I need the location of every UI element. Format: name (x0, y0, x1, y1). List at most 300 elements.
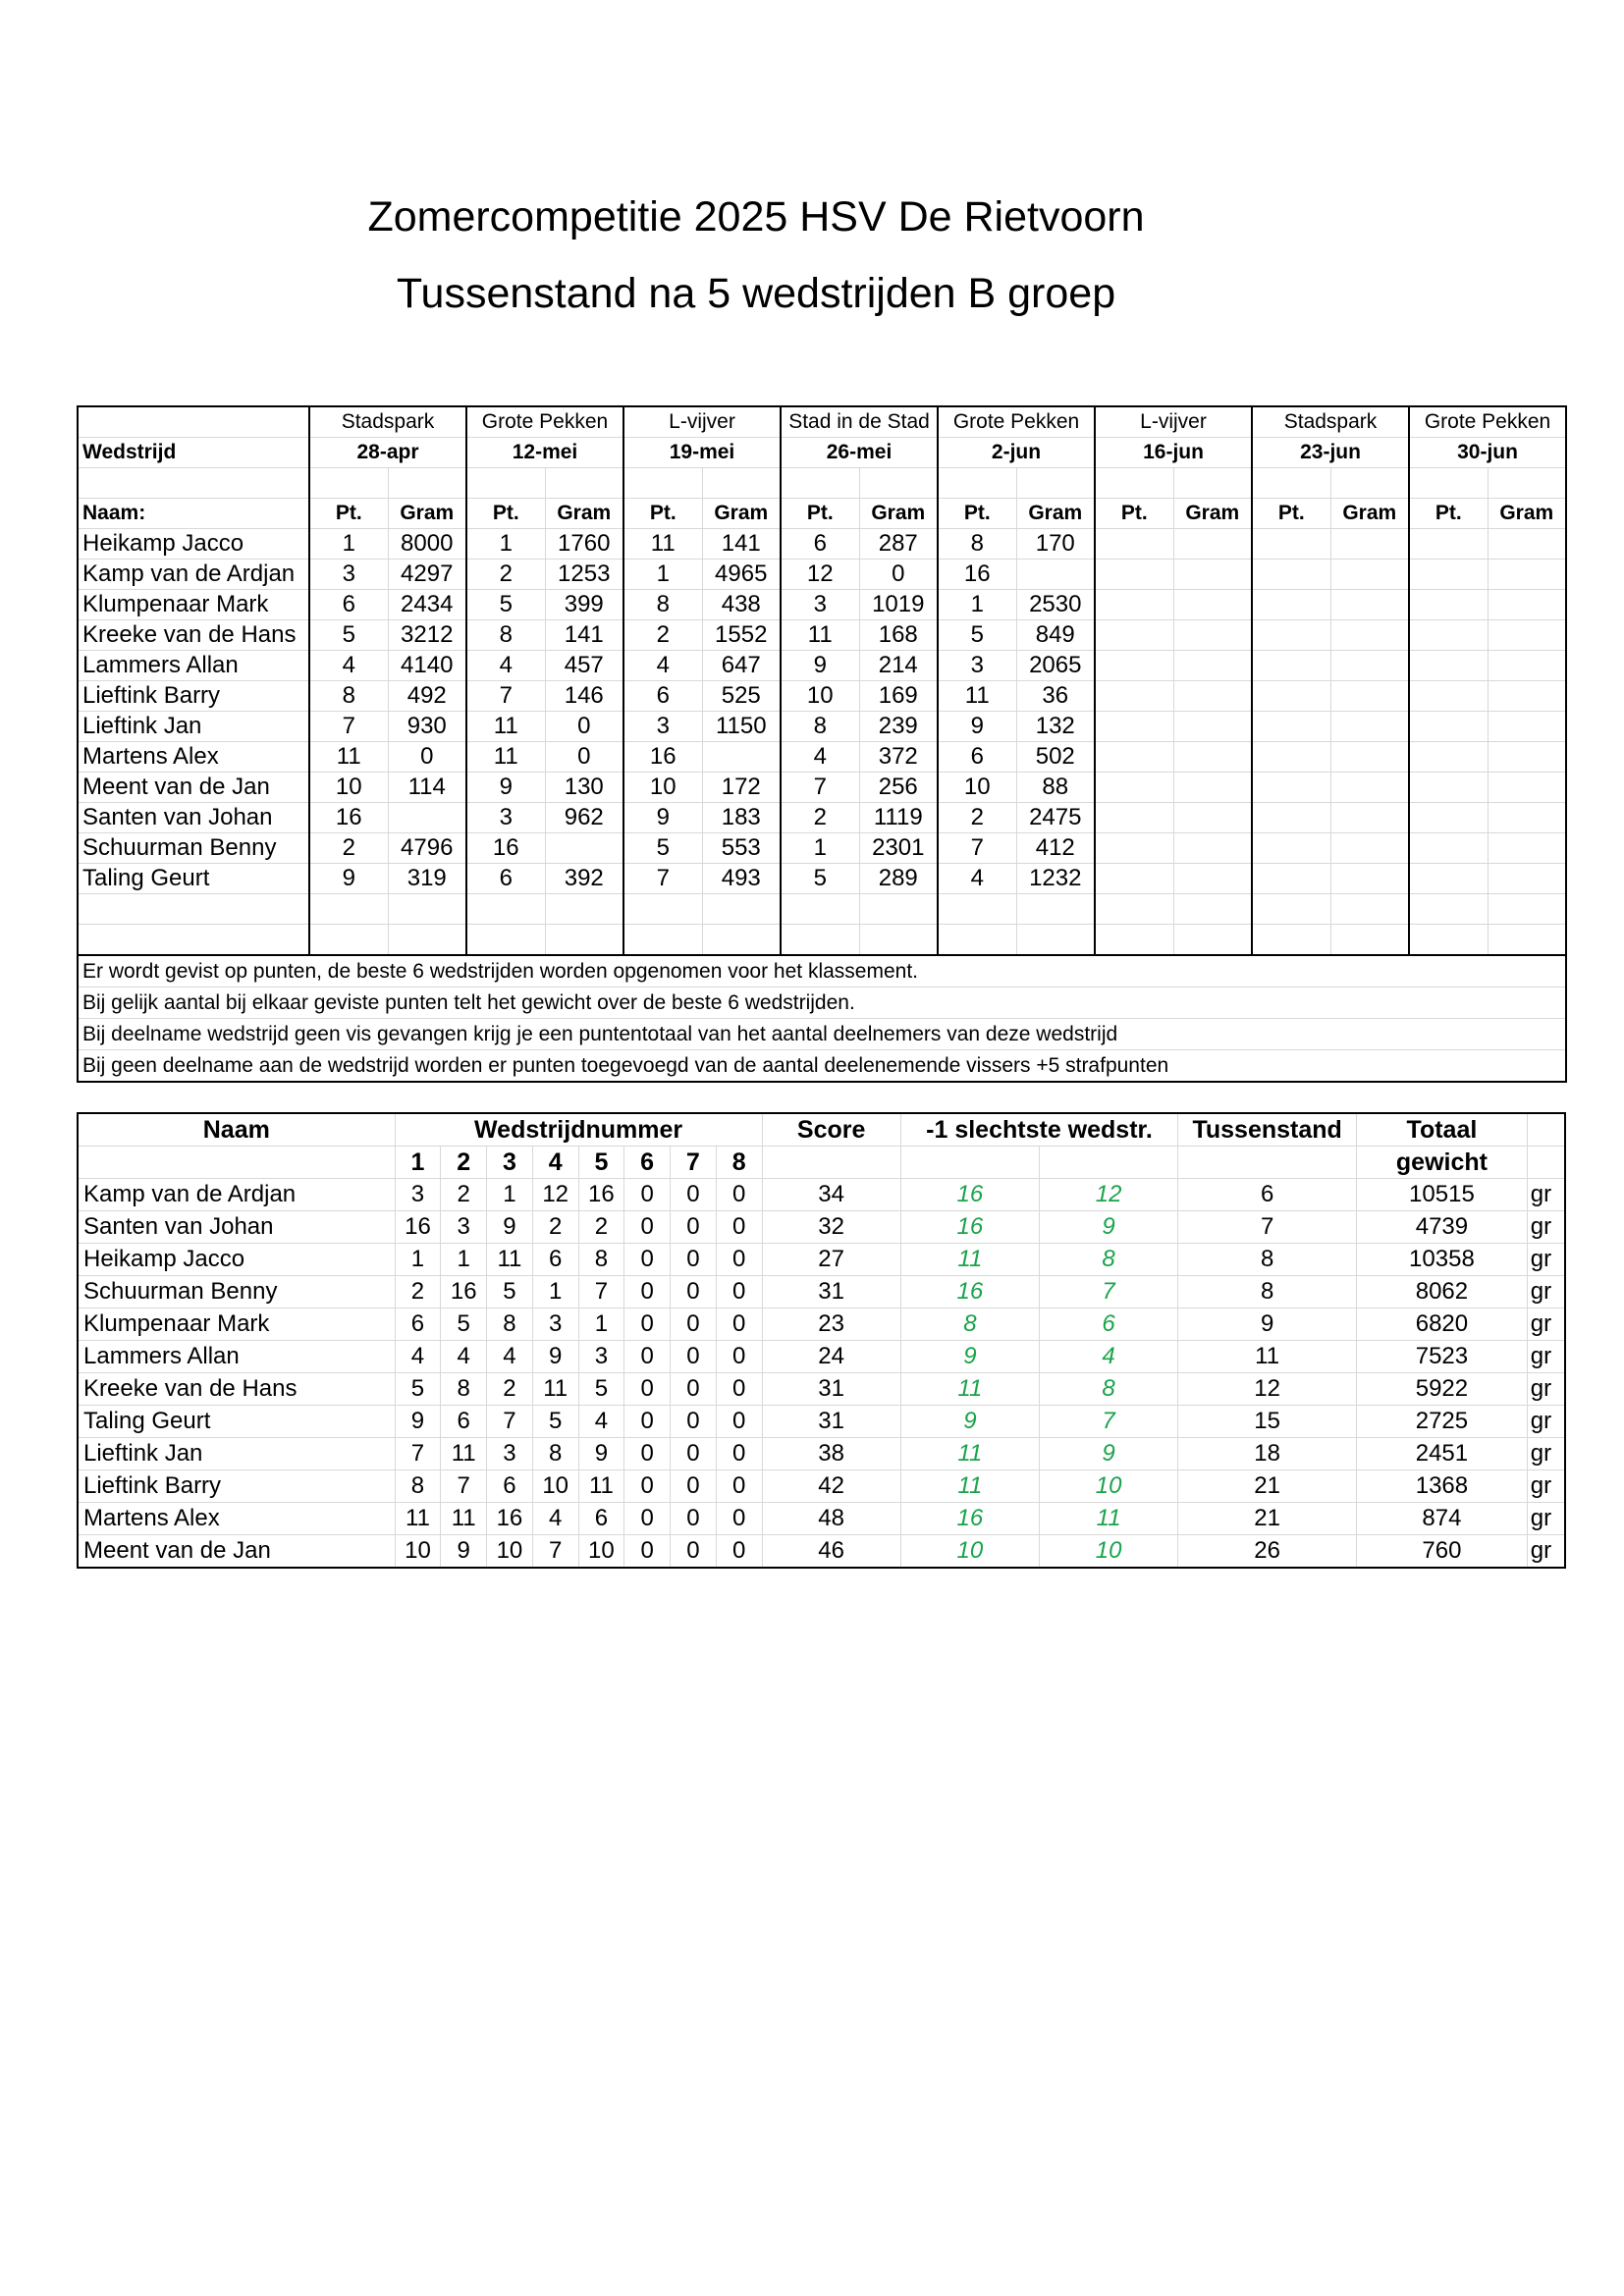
match-points: 8 (395, 1470, 441, 1503)
table-row (78, 1308, 1565, 1341)
match-venue: Grote Pekken (938, 406, 1095, 438)
blank-cell (309, 468, 388, 499)
note-text: Er wordt gevist op punten, de beste 6 wedstrijden worden opgenomen voor het klassement. (78, 955, 1566, 988)
worst-match-1: 11 (900, 1470, 1039, 1503)
match-points: 7 (532, 1535, 578, 1569)
points-cell: 4 (781, 742, 859, 773)
blank-cell (1095, 468, 1173, 499)
match-number-header: 6 (624, 1147, 671, 1179)
blank-cell (1173, 925, 1252, 956)
points-cell: 5 (623, 833, 702, 864)
gram-cell (1330, 864, 1409, 894)
blank-cell (623, 468, 702, 499)
blank-cell (859, 925, 938, 956)
worst-match-2: 11 (1039, 1503, 1177, 1535)
match-points: 0 (671, 1373, 717, 1406)
match-points: 0 (624, 1438, 671, 1470)
tussenstand-cell: 6 (1178, 1179, 1357, 1211)
match-points: 5 (532, 1406, 578, 1438)
score-cell: 23 (762, 1308, 900, 1341)
gram-cell: 0 (545, 742, 623, 773)
gram-cell: 1019 (859, 590, 938, 620)
blank-cell (1039, 1147, 1177, 1179)
gram-cell (702, 742, 781, 773)
blank-cell (1488, 925, 1566, 956)
tussenstand-cell: 26 (1178, 1535, 1357, 1569)
table-row (78, 1341, 1565, 1373)
gram-cell: 1760 (545, 529, 623, 560)
worst-match-2: 12 (1039, 1179, 1177, 1211)
header-row (78, 1113, 1565, 1147)
points-cell: 7 (623, 864, 702, 894)
match-points: 6 (441, 1406, 487, 1438)
table-row (78, 1470, 1565, 1503)
table-row (78, 864, 1566, 894)
blank-cell (388, 468, 466, 499)
note-text: Bij gelijk aantal bij elkaar geviste punten telt het gewicht over de beste 6 wedstrijden. (78, 988, 1566, 1019)
gram-cell: 525 (702, 681, 781, 712)
match-points: 9 (487, 1211, 533, 1244)
gram-cell: 372 (859, 742, 938, 773)
gram-cell (1330, 833, 1409, 864)
gram-cell (1488, 742, 1566, 773)
score-cell: 32 (762, 1211, 900, 1244)
match-points: 0 (624, 1503, 671, 1535)
points-cell: 8 (623, 590, 702, 620)
gram-cell: 1232 (1016, 864, 1095, 894)
blank-cell (545, 894, 623, 925)
points-cell: 7 (466, 681, 545, 712)
blank-cell (388, 925, 466, 956)
gram-cell: 492 (388, 681, 466, 712)
pt-header: Pt. (938, 499, 1016, 529)
gram-cell (1488, 651, 1566, 681)
gram-cell (1173, 773, 1252, 803)
gram-cell: 256 (859, 773, 938, 803)
gram-header: Gram (702, 499, 781, 529)
match-points: 8 (578, 1244, 624, 1276)
angler-name: Martens Alex (78, 742, 309, 773)
blank-cell (1016, 925, 1095, 956)
points-cell (1409, 742, 1488, 773)
gram-cell: 168 (859, 620, 938, 651)
blank-cell (781, 925, 859, 956)
match-points: 8 (487, 1308, 533, 1341)
angler-name: Kamp van de Ardjan (78, 1179, 395, 1211)
unit-label: gr (1527, 1438, 1565, 1470)
match-points: 2 (578, 1211, 624, 1244)
points-cell: 2 (466, 560, 545, 590)
match-date: 2-jun (938, 438, 1095, 468)
match-points: 0 (671, 1179, 717, 1211)
tussenstand-cell: 15 (1178, 1406, 1357, 1438)
match-points: 7 (395, 1438, 441, 1470)
score-cell: 42 (762, 1470, 900, 1503)
gram-cell: 493 (702, 864, 781, 894)
gram-cell (1173, 803, 1252, 833)
total-weight: 10358 (1357, 1244, 1528, 1276)
blank-cell (1409, 925, 1488, 956)
match-points: 16 (487, 1503, 533, 1535)
blank-cell (545, 468, 623, 499)
gram-header: Gram (1173, 499, 1252, 529)
blank-cell (1409, 468, 1488, 499)
angler-name: Schuurman Benny (78, 833, 309, 864)
gram-cell: 132 (1016, 712, 1095, 742)
total-weight: 760 (1357, 1535, 1528, 1569)
angler-name: Martens Alex (78, 1503, 395, 1535)
blank-cell (1173, 468, 1252, 499)
points-cell: 4 (623, 651, 702, 681)
match-number-header: 7 (671, 1147, 717, 1179)
match-points: 0 (624, 1276, 671, 1308)
match-number-header: 8 (716, 1147, 762, 1179)
worst-match-2: 8 (1039, 1373, 1177, 1406)
gram-cell: 114 (388, 773, 466, 803)
points-cell (1095, 560, 1173, 590)
total-weight: 874 (1357, 1503, 1528, 1535)
total-weight: 10515 (1357, 1179, 1528, 1211)
points-cell (1095, 803, 1173, 833)
points-cell (1095, 651, 1173, 681)
worst-match-1: 11 (900, 1438, 1039, 1470)
gram-cell: 169 (859, 681, 938, 712)
match-points: 11 (395, 1503, 441, 1535)
match-points: 1 (395, 1244, 441, 1276)
match-points: 10 (532, 1470, 578, 1503)
table-row (78, 773, 1566, 803)
date-row (78, 438, 1566, 468)
worst-match-1: 16 (900, 1211, 1039, 1244)
angler-name: Lammers Allan (78, 651, 309, 681)
gram-cell: 172 (702, 773, 781, 803)
blank-cell (466, 468, 545, 499)
header-row (78, 1147, 1565, 1179)
table-row (78, 1244, 1565, 1276)
tussenstand-cell: 8 (1178, 1276, 1357, 1308)
match-points: 0 (624, 1535, 671, 1569)
gram-cell (1488, 590, 1566, 620)
gram-cell: 849 (1016, 620, 1095, 651)
match-points: 0 (716, 1276, 762, 1308)
gram-header: Gram (1016, 499, 1095, 529)
match-points: 8 (441, 1373, 487, 1406)
table-row (78, 803, 1566, 833)
page-title: Zomercompetitie 2025 HSV De Rietvoorn (367, 193, 1145, 240)
match-points: 2 (532, 1211, 578, 1244)
points-cell (1252, 773, 1330, 803)
points-cell: 5 (938, 620, 1016, 651)
gram-cell: 647 (702, 651, 781, 681)
worst-match-2: 9 (1039, 1211, 1177, 1244)
table-row (78, 742, 1566, 773)
gram-cell (1488, 864, 1566, 894)
points-cell (1252, 833, 1330, 864)
points-cell: 8 (938, 529, 1016, 560)
worst-match-1: 8 (900, 1308, 1039, 1341)
match-points: 16 (395, 1211, 441, 1244)
points-cell: 2 (623, 620, 702, 651)
table-row (78, 529, 1566, 560)
worst-match-2: 10 (1039, 1470, 1177, 1503)
gram-cell: 502 (1016, 742, 1095, 773)
points-cell: 12 (781, 560, 859, 590)
gram-cell (1173, 742, 1252, 773)
match-points: 0 (716, 1373, 762, 1406)
match-points: 0 (671, 1276, 717, 1308)
match-points: 7 (487, 1406, 533, 1438)
points-cell: 16 (623, 742, 702, 773)
table-row (78, 1535, 1565, 1569)
points-cell (1252, 560, 1330, 590)
match-points: 6 (578, 1503, 624, 1535)
points-cell: 11 (781, 620, 859, 651)
points-cell (1409, 529, 1488, 560)
gram-cell: 170 (1016, 529, 1095, 560)
points-cell: 3 (938, 651, 1016, 681)
unit-label: gr (1527, 1179, 1565, 1211)
match-points: 0 (671, 1308, 717, 1341)
blank-cell (938, 925, 1016, 956)
match-points: 2 (395, 1276, 441, 1308)
gram-cell: 4140 (388, 651, 466, 681)
match-number-header: 4 (532, 1147, 578, 1179)
points-cell: 2 (309, 833, 388, 864)
blank-cell (623, 894, 702, 925)
blank-cell (702, 894, 781, 925)
blank-cell (1252, 894, 1330, 925)
pt-header: Pt. (1409, 499, 1488, 529)
gram-cell: 962 (545, 803, 623, 833)
blank-cell (1488, 468, 1566, 499)
naam-label: Naam: (78, 499, 309, 529)
worst-match-2: 6 (1039, 1308, 1177, 1341)
gram-cell: 8000 (388, 529, 466, 560)
total-weight: 8062 (1357, 1276, 1528, 1308)
match-points: 0 (671, 1211, 717, 1244)
note-text: Bij geen deelname aan de wedstrijd worden er punten toegevoegd van de aantal deelenemende vissers +5 strafpunten (78, 1050, 1566, 1083)
blank-cell (1095, 894, 1173, 925)
gram-cell: 930 (388, 712, 466, 742)
match-points: 6 (487, 1470, 533, 1503)
points-cell: 7 (781, 773, 859, 803)
gram-cell: 0 (388, 742, 466, 773)
points-cell: 6 (938, 742, 1016, 773)
points-cell: 9 (466, 773, 545, 803)
match-points: 2 (487, 1373, 533, 1406)
points-cell (1409, 651, 1488, 681)
match-points: 0 (624, 1211, 671, 1244)
gram-header: Gram (545, 499, 623, 529)
match-points: 4 (441, 1341, 487, 1373)
blank-cell (702, 468, 781, 499)
points-cell: 10 (623, 773, 702, 803)
angler-name: Taling Geurt (78, 864, 309, 894)
venue-row (78, 406, 1566, 438)
match-date: 26-mei (781, 438, 938, 468)
match-points: 4 (578, 1406, 624, 1438)
points-cell: 1 (309, 529, 388, 560)
gram-cell: 1253 (545, 560, 623, 590)
match-points: 0 (624, 1406, 671, 1438)
gram-cell (1173, 681, 1252, 712)
blank-cell (1409, 894, 1488, 925)
total-weight: 2725 (1357, 1406, 1528, 1438)
points-cell: 6 (623, 681, 702, 712)
worst-match-1: 16 (900, 1179, 1039, 1211)
wedstrijdnummer-header: Wedstrijdnummer (395, 1113, 762, 1147)
points-cell: 4 (309, 651, 388, 681)
table-row (78, 1276, 1565, 1308)
gram-cell (1330, 620, 1409, 651)
match-points: 0 (671, 1470, 717, 1503)
points-cell (1252, 712, 1330, 742)
points-cell (1409, 620, 1488, 651)
match-number-header: 3 (487, 1147, 533, 1179)
unit-label: gr (1527, 1276, 1565, 1308)
blank-cell (1527, 1113, 1565, 1147)
empty-row (78, 925, 1566, 956)
gram-cell (1488, 803, 1566, 833)
blank-cell (1178, 1147, 1357, 1179)
score-cell: 34 (762, 1179, 900, 1211)
match-points: 0 (671, 1503, 717, 1535)
blank-cell (1016, 894, 1095, 925)
match-points: 4 (487, 1341, 533, 1373)
worst-match-1: 9 (900, 1406, 1039, 1438)
points-cell (1095, 773, 1173, 803)
blank-cell (1527, 1147, 1565, 1179)
points-cell: 1 (938, 590, 1016, 620)
points-cell: 3 (781, 590, 859, 620)
match-points: 3 (578, 1341, 624, 1373)
pt-header: Pt. (781, 499, 859, 529)
points-cell: 6 (466, 864, 545, 894)
worst-match-1: 11 (900, 1373, 1039, 1406)
gram-cell (1330, 742, 1409, 773)
match-points: 16 (441, 1276, 487, 1308)
score-cell: 31 (762, 1276, 900, 1308)
points-cell: 16 (938, 560, 1016, 590)
points-cell (1095, 681, 1173, 712)
points-cell: 6 (309, 590, 388, 620)
gram-cell (388, 803, 466, 833)
unit-label: gr (1527, 1503, 1565, 1535)
points-cell (1252, 742, 1330, 773)
table-row (78, 1211, 1565, 1244)
match-points: 1 (532, 1276, 578, 1308)
pt-header: Pt. (1252, 499, 1330, 529)
blank-cell (1252, 468, 1330, 499)
match-points: 5 (578, 1373, 624, 1406)
worst-match-1: 11 (900, 1244, 1039, 1276)
points-cell (1409, 712, 1488, 742)
match-date: 12-mei (466, 438, 623, 468)
match-number-header: 2 (441, 1147, 487, 1179)
gram-cell (1173, 651, 1252, 681)
points-cell: 10 (938, 773, 1016, 803)
points-cell: 5 (781, 864, 859, 894)
gram-cell (1330, 560, 1409, 590)
worst-match-2: 10 (1039, 1535, 1177, 1569)
match-date: 19-mei (623, 438, 781, 468)
points-cell: 10 (309, 773, 388, 803)
gram-cell (1330, 803, 1409, 833)
gram-cell: 289 (859, 864, 938, 894)
blank-cell (388, 894, 466, 925)
wedstrijd-label: Wedstrijd (78, 438, 309, 468)
points-cell (1409, 864, 1488, 894)
match-date: 16-jun (1095, 438, 1252, 468)
unit-label: gr (1527, 1373, 1565, 1406)
match-points: 0 (624, 1179, 671, 1211)
total-weight: 4739 (1357, 1211, 1528, 1244)
points-cell (1409, 773, 1488, 803)
gram-cell: 4965 (702, 560, 781, 590)
points-cell: 7 (309, 712, 388, 742)
match-points: 1 (578, 1308, 624, 1341)
gram-cell (1173, 712, 1252, 742)
table-row (78, 1373, 1565, 1406)
note-row (78, 988, 1566, 1019)
gram-cell: 88 (1016, 773, 1095, 803)
column-header-row (78, 499, 1566, 529)
score-cell: 38 (762, 1438, 900, 1470)
blank-cell (1095, 925, 1173, 956)
match-venue: L-vijver (623, 406, 781, 438)
angler-name: Lieftink Barry (78, 681, 309, 712)
worst-match-1: 16 (900, 1276, 1039, 1308)
blank-cell (762, 1147, 900, 1179)
points-cell (1095, 742, 1173, 773)
match-points: 11 (441, 1438, 487, 1470)
angler-name: Santen van Johan (78, 803, 309, 833)
table-row (78, 620, 1566, 651)
match-points: 0 (671, 1244, 717, 1276)
standings-table (77, 1112, 1566, 1569)
angler-name: Meent van de Jan (78, 773, 309, 803)
blank-cell (781, 468, 859, 499)
gram-cell: 4796 (388, 833, 466, 864)
match-venue: Stadspark (1252, 406, 1409, 438)
match-date: 23-jun (1252, 438, 1409, 468)
points-cell: 8 (466, 620, 545, 651)
gram-cell (1173, 529, 1252, 560)
points-cell: 3 (466, 803, 545, 833)
note-text: Bij deelname wedstrijd geen vis gevangen krijg je een puntentotaal van het aantal deelnemers van deze wedstrijd (78, 1019, 1566, 1050)
table-row (78, 1406, 1565, 1438)
blank-cell (466, 925, 545, 956)
match-venue: Stadspark (309, 406, 466, 438)
worst-match-1: 9 (900, 1341, 1039, 1373)
points-cell (1409, 590, 1488, 620)
angler-name: Kreeke van de Hans (78, 1373, 395, 1406)
blank-cell (623, 925, 702, 956)
blank-cell (78, 925, 309, 956)
table-row (78, 712, 1566, 742)
match-points: 3 (487, 1438, 533, 1470)
gram-cell: 2530 (1016, 590, 1095, 620)
worst-match-1: 16 (900, 1503, 1039, 1535)
gram-cell (1173, 620, 1252, 651)
unit-label: gr (1527, 1470, 1565, 1503)
note-row (78, 1019, 1566, 1050)
points-cell: 9 (781, 651, 859, 681)
match-points: 0 (671, 1341, 717, 1373)
match-points: 0 (716, 1406, 762, 1438)
match-points: 2 (441, 1179, 487, 1211)
points-cell: 11 (938, 681, 1016, 712)
